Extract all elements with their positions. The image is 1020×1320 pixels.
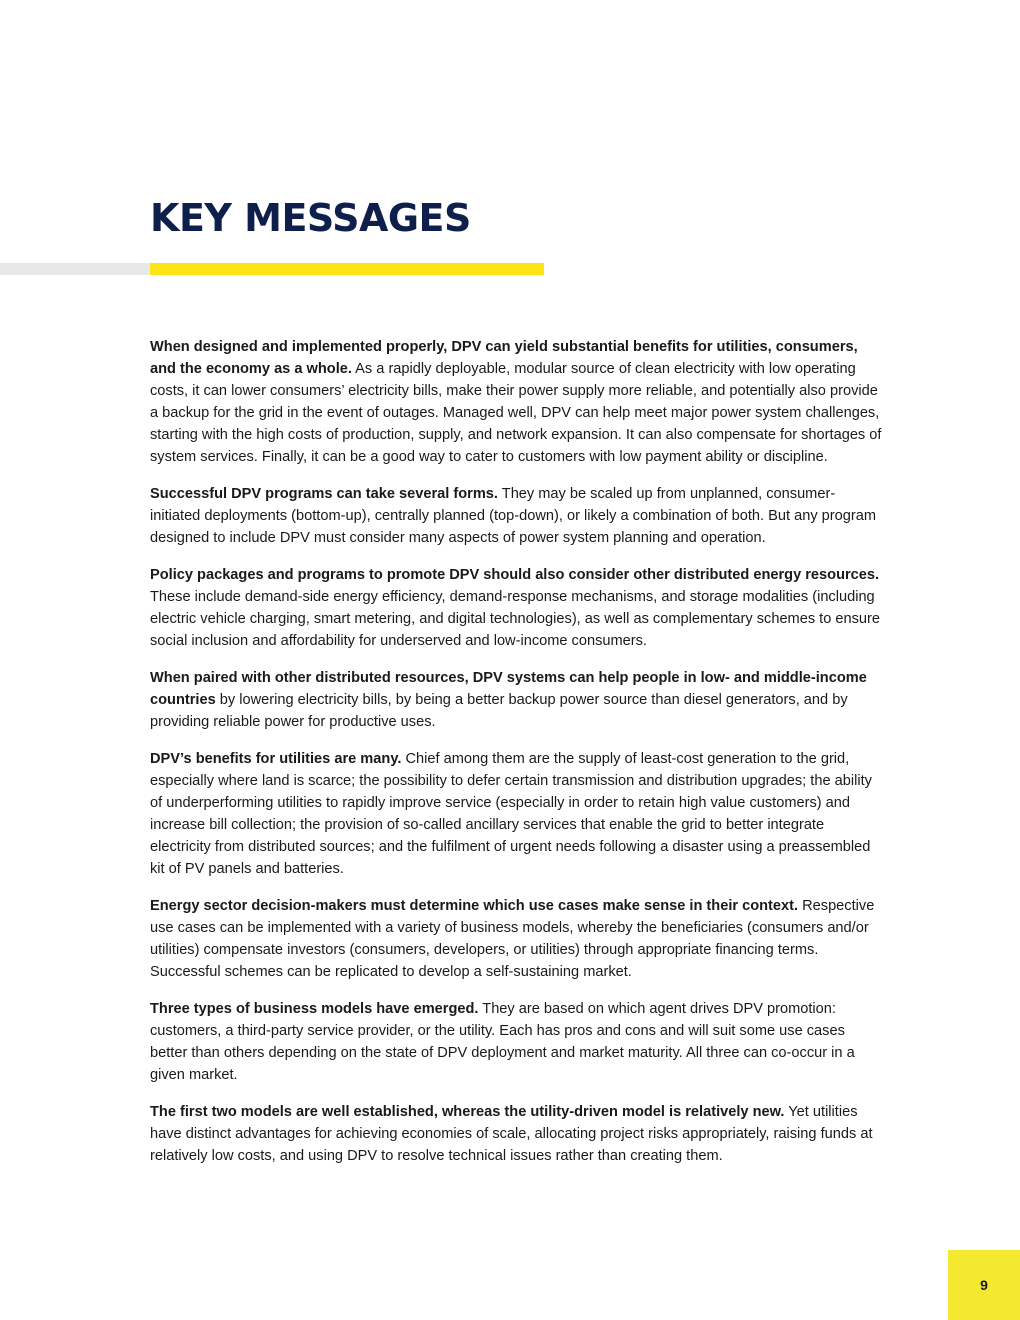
paragraph-text: Respective use cases can be implemented with a variety of business models, whereby the beneficiaries (consumers and/or utilities) compensate investors (consumers, developers, or utilities) through appropriate financing terms. Successful schemes can be replicated to develop a self-sustaining market. bbox=[150, 898, 875, 980]
page-number: 9 bbox=[980, 1277, 988, 1293]
paragraph-lead: The first two models are well established, whereas the utility-driven model is relatively new. bbox=[150, 1104, 785, 1120]
paragraph-text: by lowering electricity bills, by being a better backup power source than diesel generators, and by providing reliable power for productive uses. bbox=[150, 692, 848, 730]
paragraph-lead: Energy sector decision-makers must determine which use cases make sense in their context. bbox=[150, 898, 799, 914]
key-messages-body bbox=[150, 336, 885, 1182]
paragraph-lead: When paired with other distributed resources, DPV systems can help people in low- and middle-income countries bbox=[150, 670, 867, 708]
paragraph-5 bbox=[150, 748, 885, 880]
page-title: KEY MESSAGES bbox=[150, 196, 471, 240]
paragraph-8 bbox=[150, 1101, 885, 1167]
paragraph-lead: DPV’s benefits for utilities are many. bbox=[150, 751, 402, 767]
paragraph-lead: When designed and implemented properly, DPV can yield substantial benefits for utilities, consumers, and the economy as a whole. bbox=[150, 339, 858, 377]
paragraph-text: They may be scaled up from unplanned, consumer-initiated deployments (bottom-up), centrally planned (top-down), or likely a combination of both. But any program designed to include DPV must consider many aspects of power system planning and operation. bbox=[150, 486, 877, 546]
paragraph-3 bbox=[150, 564, 885, 652]
paragraph-6 bbox=[150, 895, 885, 983]
paragraph-4 bbox=[150, 667, 885, 733]
paragraph-lead: Successful DPV programs can take several forms. bbox=[150, 486, 498, 502]
paragraph-lead: Three types of business models have emerged. bbox=[150, 1001, 479, 1017]
page-number-tab bbox=[948, 1250, 1020, 1320]
paragraph-text: They are based on which agent drives DPV promotion: customers, a third-party service provider, or the utility. Each has pros and cons and will suit some use cases better than others depending on the state of DPV deployment and market maturity. All three can co-occur in a given market. bbox=[150, 1001, 855, 1083]
gray-divider-bar bbox=[0, 263, 150, 275]
paragraph-text: Chief among them are the supply of least-cost generation to the grid, especially where land is scarce; the possibility to defer certain transmission and distribution upgrades; the ability of underperforming utilities to rapidly improve service (especially in order to retain high value customers) and increase bill collection; the provision of so-called ancillary services that enable the grid to better integrate electricity from distributed sources; and the fulfilment of urgent needs following a disaster using a preassembled kit of PV panels and batteries. bbox=[150, 751, 872, 877]
paragraph-2 bbox=[150, 483, 885, 549]
paragraph-1 bbox=[150, 336, 885, 468]
paragraph-7 bbox=[150, 998, 885, 1086]
paragraph-text: As a rapidly deployable, modular source of clean electricity with low operating costs, it can lower consumers’ electricity bills, make their power supply more reliable, and potentially also provide a backup for the grid in the event of outages. Managed well, DPV can help meet major power system challenges, starting with the high costs of production, supply, and network expansion. It can also compensate for shortages of system services. Finally, it can be a good way to cater to customers with low payment ability or discipline. bbox=[150, 361, 882, 465]
paragraph-lead: Policy packages and programs to promote DPV should also consider other distributed energy resources. bbox=[150, 567, 880, 583]
yellow-accent-bar bbox=[150, 263, 544, 275]
paragraph-text: These include demand-side energy efficiency, demand-response mechanisms, and storage modalities (including electric vehicle charging, smart metering, and digital technologies), as well as complementary schemes to ensure social inclusion and affordability for underserved and low-income consumers. bbox=[150, 589, 881, 649]
paragraph-text: Yet utilities have distinct advantages for achieving economies of scale, allocating project risks appropriately, raising funds at relatively low costs, and using DPV to resolve technical issues rather than creating them. bbox=[150, 1104, 873, 1164]
